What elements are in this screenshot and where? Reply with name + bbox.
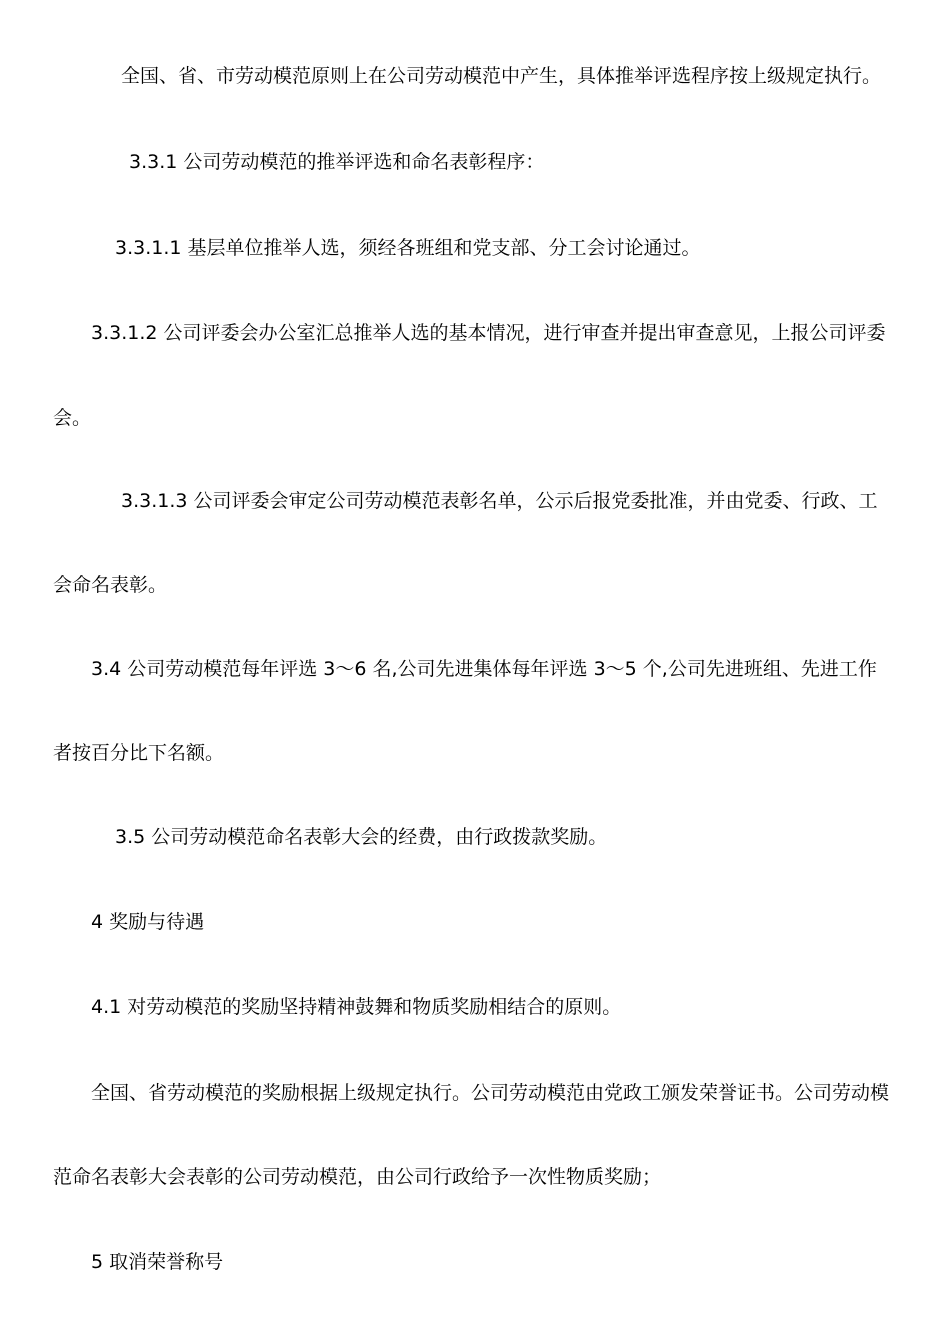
- clause-4-1: 4.1 对劳动模范的奖励坚持精神鼓舞和物质奖励相结合的原则。: [91, 996, 622, 1018]
- paragraph-rewards-continued: 范命名表彰大会表彰的公司劳动模范，由公司行政给予一次性物质奖励；: [53, 1166, 662, 1188]
- paragraph-national-models: 全国、省、市劳动模范原则上在公司劳动模范中产生，具体推举评选程序按上级规定执行。: [121, 65, 882, 87]
- clause-3-4: 3.4 公司劳动模范每年评选 3～6 名,公司先进集体每年评选 3～5 个,公司先进班组、先进工作: [91, 658, 877, 680]
- heading-3-3-1: 3.3.1 公司劳动模范的推举评选和命名表彰程序：: [129, 151, 545, 173]
- paragraph-rewards: 全国、省劳动模范的奖励根据上级规定执行。公司劳动模范由党政工颁发荣誉证书。公司劳动模: [91, 1082, 890, 1104]
- clause-3-3-1-2-continued: 会。: [53, 407, 92, 429]
- clause-3-3-1-3-continued: 会命名表彰。: [53, 574, 168, 596]
- clause-3-3-1-1: 3.3.1.1 基层单位推举人选，须经各班组和党支部、分工会讨论通过。: [115, 237, 701, 259]
- section-5-heading: 5 取消荣誉称号: [91, 1251, 224, 1273]
- clause-3-5: 3.5 公司劳动模范命名表彰大会的经费，由行政拨款奖励。: [115, 826, 608, 848]
- clause-3-3-1-2: 3.3.1.2 公司评委会办公室汇总推举人选的基本情况，进行审查并提出审查意见，上报公司评委: [91, 322, 886, 344]
- clause-3-3-1-3: 3.3.1.3 公司评委会审定公司劳动模范表彰名单，公示后报党委批准，并由党委、行政、工: [121, 490, 878, 512]
- clause-3-4-continued: 者按百分比下名额。: [53, 742, 225, 764]
- section-4-heading: 4 奖励与待遇: [91, 911, 205, 933]
